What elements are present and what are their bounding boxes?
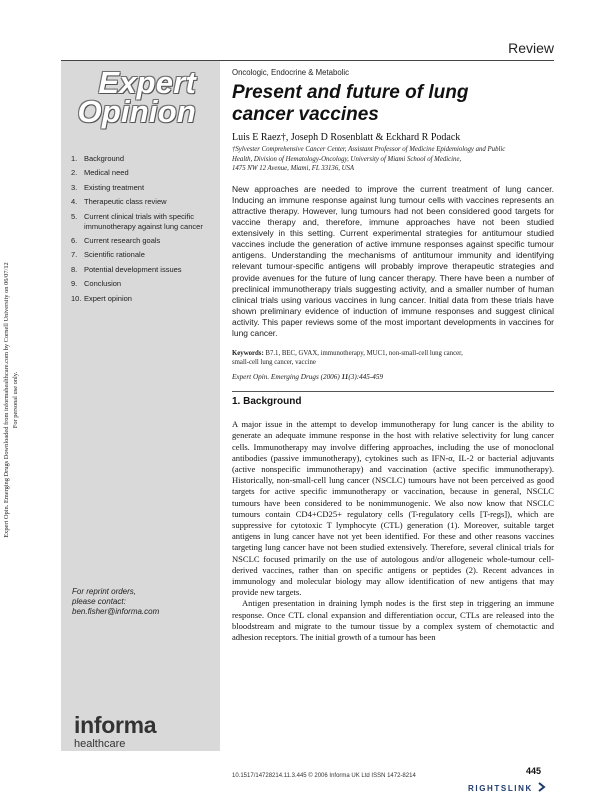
toc-item-number: 2. — [71, 168, 78, 178]
toc-item[interactable] — [71, 183, 216, 193]
toc-item[interactable] — [71, 212, 216, 232]
download-notice — [0, 210, 38, 590]
body-text — [232, 419, 554, 643]
reprint-contact — [72, 587, 217, 617]
toc-item-label: Conclusion — [84, 279, 122, 289]
journal-brand-logo — [61, 65, 196, 129]
rightslink-logo[interactable] — [468, 778, 580, 792]
keywords-list: small-cell lung cancer, vaccine — [232, 359, 316, 367]
keywords-block — [232, 349, 554, 367]
toc-item-label: Scientific rationale — [84, 250, 145, 260]
toc-item-label: Medical need — [84, 168, 129, 178]
toc-item[interactable] — [71, 265, 216, 275]
section-label: Review — [508, 40, 554, 56]
toc-item-label: Potential development issues — [84, 264, 182, 274]
citation-journal: Expert Opin. Emerging Drugs — [232, 373, 319, 382]
article-column — [232, 68, 554, 643]
publisher-subtitle: healthcare — [74, 738, 126, 750]
toc-item-label: Existing treatment — [84, 182, 145, 192]
title-line: Present and future of lung — [232, 82, 469, 103]
body-paragraph: Antigen presentation in draining lymph nodes is the first step in triggering an immune response. Once CTL clonal expansion and differentiation occur, CTLs are released into the bloodstream and migrate to the tumour tissue by a complex system of chemotactic and adhesion receptors. The initial growth of a tumour has been — [232, 598, 554, 642]
rightslink-text: RIGHTSLINK — [468, 784, 533, 793]
reprint-line: For reprint orders, — [72, 587, 137, 596]
toc-item[interactable] — [71, 197, 216, 207]
toc-item-label: Current research goals — [84, 235, 161, 245]
toc-item-label: Background — [84, 154, 125, 163]
citation-year: (2006) — [320, 373, 340, 382]
toc-item[interactable] — [71, 250, 216, 260]
keywords-list: B7.1, BEC, GVAX, immunotherapy, MUC1, non-small-cell lung cancer, — [265, 350, 463, 358]
download-notice-line: Expert Opin. Emerging Drugs Downloaded from informahealthcare.com by Cornell University on 06/07/12 — [3, 262, 10, 538]
toc-item-number: 3. — [71, 182, 78, 192]
toc-item-label: Therapeutic class review — [84, 197, 167, 207]
chevron-right-icon — [537, 782, 547, 792]
section-divider — [232, 391, 554, 392]
toc-item-number: 4. — [71, 197, 78, 207]
page-number: 445 — [526, 766, 542, 776]
download-notice-line: For personal use only. — [12, 371, 19, 429]
section-heading: 1. Background — [232, 396, 302, 408]
toc-item[interactable] — [71, 294, 216, 304]
affiliation-line: Health, Division of Hematology-Oncology, University of Miami School of Medicine, — [232, 155, 462, 163]
reprint-email-link[interactable]: ben.fisher@informa.com — [72, 607, 160, 616]
article-category: Oncologic, Endocrine & Metabolic — [232, 68, 350, 77]
toc-item-number: 5. — [71, 211, 78, 221]
publisher-logo — [74, 713, 214, 750]
toc-item[interactable] — [71, 168, 216, 178]
affiliation-line: 1475 NW 12 Avenue, Miami, FL 33136, USA — [232, 165, 355, 173]
table-of-contents — [71, 154, 216, 308]
publisher-name: informa — [74, 712, 157, 738]
toc-item-number: 9. — [71, 279, 78, 289]
author-list: Luis E Raez†, Joseph D Rosenblatt & Eckhard R Podack — [232, 132, 461, 143]
keywords-label: Keywords: — [232, 350, 264, 358]
citation-line — [232, 373, 554, 381]
body-paragraph: A major issue in the attempt to develop immunotherapy for lung cancer is the ability to generate an adequate immune response in the host with relative selectivity for lung cancer cells. Immunotherapy may involve differing approaches, including the use of monoclonal antibodies (passive immunotherapy), cytokines such as IFN-α, IL-2 or bacterial adjuvants (active nonspecific immunotherapy) and vaccination (active specific immunotherapy). Historically, non-small-cell lung cancer (NSCLC) tumours have not been perceived as good targets for active specific immunotherapy or vaccination, because in general, NSCLC tumours have been considered to be nonimmunogenic. We also now know that NSCLC tumours contain CD4+CD25+ regulatory cells (T-regulatory cells [T-regs]), which are suppressive for cytotoxic T lymphocyte (CTL) generation (1). Moreover, suitable target antigens in lung cancer have not yet been identified. For these and other reasons vaccines targeting lung cancer have not been studied extensively. Therefore, several clinical trials for NSCLC focused primarily on the use of autologous and/or allogeneic whole-tumour cell-derived vaccines, rather than on specific antigens or peptides (2). Recent advances in immunology and molecular biology may allow identification of new antigens that may provide new targets. — [232, 419, 554, 598]
toc-item-number: 10. — [71, 293, 82, 303]
article-title — [232, 82, 554, 126]
footer-doi: 10.1517/14728214.11.3.445 © 2006 Informa UK Ltd ISSN 1472-8214 — [232, 773, 416, 779]
brand-line-expert: Expert — [98, 65, 196, 100]
citation-pages: (3):445-459 — [348, 373, 384, 382]
toc-item-label: Current clinical trials with specific immunotherapy against lung cancer — [84, 211, 203, 231]
toc-item-number: 8. — [71, 264, 78, 274]
toc-item-number: 6. — [71, 235, 78, 245]
brand-line-opinion: Opinion — [77, 94, 196, 129]
reprint-line: please contact: — [72, 597, 126, 606]
toc-item[interactable] — [71, 236, 216, 246]
abstract-text: New approaches are needed to improve the current treatment of lung cancer. Inducing an immune response against lung tumour cells with vaccines represents an attractive therapy. However, lung tumours had not been considered good targets for vaccine therapy and, therefore, immune approaches have not been studied extensively in this setting. Current experimental strategies for antitumour studied vaccines include the generation of active immune responses against specific tumour antigens. Understanding the mechanisms of antitumour immunity and identifying relevant tumour-specific antigens will probably improve therapeutic strategies and provide avenues for the future of lung cancer therapy. There have been a number of preclinical immunotherapy trials suggesting activity, and a smaller number of human clinical trials using various vaccines in lung cancer. Initial data from these trials have shown preliminary evidence of induction of immune responses and suggest clinical activity. This paper reviews some of the most important developments in vaccines for lung cancer. — [232, 183, 554, 338]
affiliation-line: †Sylvester Comprehensive Cancer Center, Assistant Professor of Medicine Epidemiology and Public — [232, 146, 506, 153]
toc-item[interactable] — [71, 279, 216, 289]
toc-item-label: Expert opinion — [84, 293, 132, 303]
citation-volume: 11 — [341, 373, 349, 382]
author-affiliation — [232, 145, 554, 174]
title-line: cancer vaccines — [232, 104, 379, 125]
toc-item-number: 7. — [71, 250, 78, 260]
toc-item[interactable] — [71, 154, 216, 164]
toc-item-number: 1. — [71, 154, 78, 163]
